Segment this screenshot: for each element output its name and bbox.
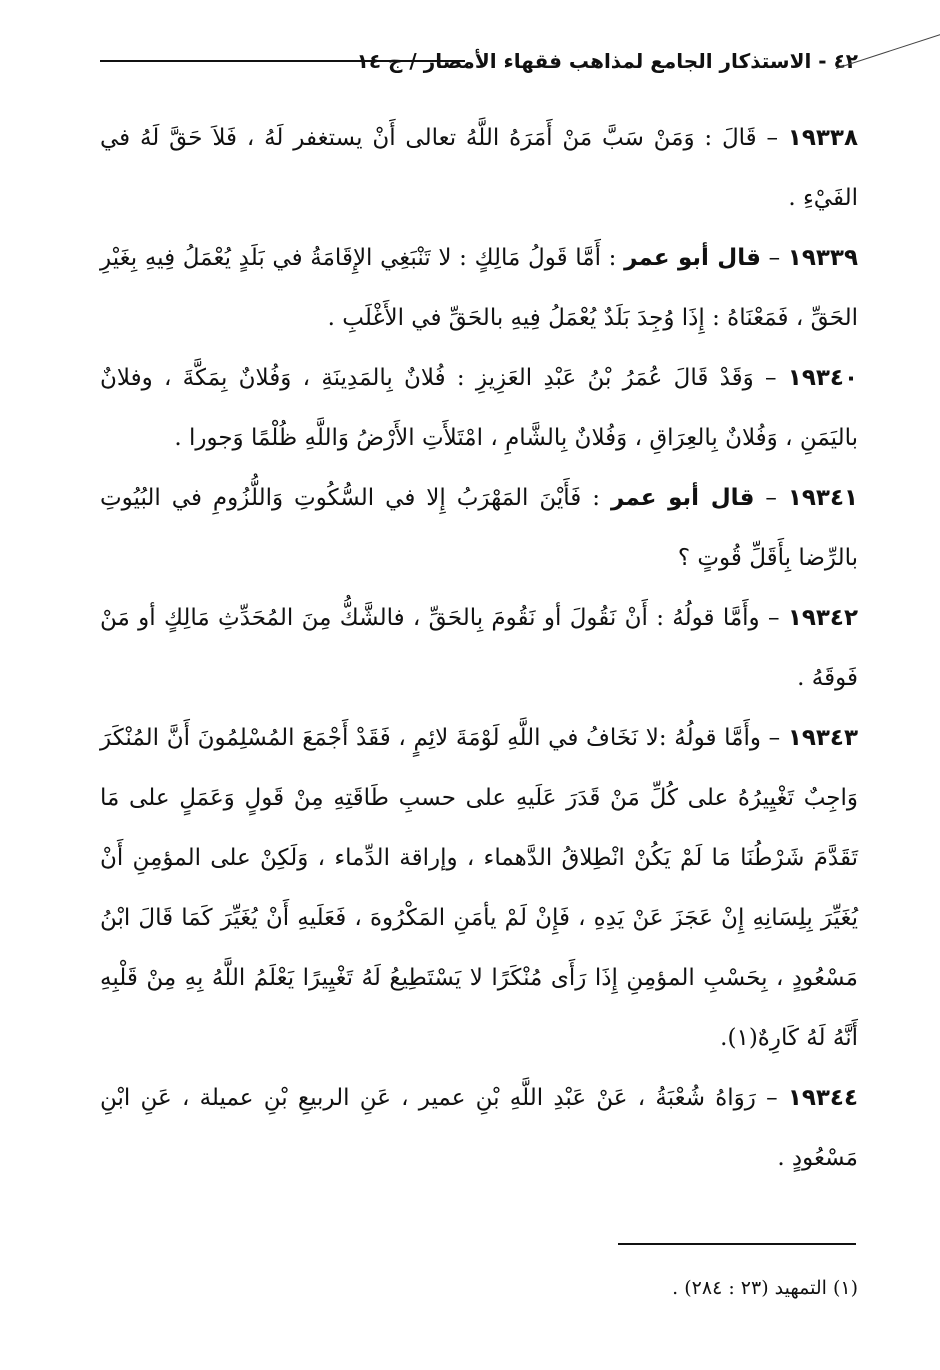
speaker-label: قال أبو عمر	[611, 485, 755, 511]
paragraph-19339	[100, 228, 858, 348]
paragraph-19343	[100, 708, 858, 1068]
dash: –	[753, 365, 777, 391]
paragraph-19342	[100, 588, 858, 708]
paragraph-text: رَوَاهُ شُعْبَةُ ، عَنْ عَبْدِ اللَّهِ بْنِ عمير ، عَنِ الربيعِ بْنِ عميلة ، عَنِ ابْنِ مَسْعُودٍ .	[100, 1085, 858, 1171]
paragraph-text: وأَمَّا قولُهُ : أَنْ نَقُولَ أو نَقُومَ بِالحَقِّ ، فالشَّكُّ مِنَ المُحَدِّثِ مَالِكٍ أو مَنْ فَوقَهُ .	[100, 605, 858, 691]
paragraph-text: : أَمَّا قَولُ مَالِكٍ : لا تَنْبَغِي الإِقَامَةُ في بَلَدٍ يُعْمَلُ فِيهِ بِغَيْرِ الحَقِّ ، فَمَعْنَاهُ : إِذَا وُجِدَ بَلَدٌ يُعْمَلُ فِيهِ بالحَقِّ في الأَغْلَبِ .	[100, 245, 858, 331]
footnote-rule	[618, 1243, 856, 1245]
paragraph-number: ١٩٣٣٩	[787, 245, 858, 271]
paragraph-19340	[100, 348, 858, 468]
footnote: (١) التمهيد (٢٣ : ٢٨٤) .	[672, 1277, 858, 1299]
paragraph-number: ١٩٣٤٢	[787, 605, 859, 631]
paragraph-number: ١٩٣٤٣	[787, 725, 859, 751]
paragraph-text: قَالَ : وَمَنْ سَبَّ مَنْ أَمَرَهُ اللَّهُ تعالى أَنْ يستغفر لَهُ ، فَلاَ حَقَّ لَهُ في الفَيْءِ .	[100, 125, 858, 211]
book-title: الاستذكار الجامع لمذاهب فقهاء الأمصار / ج ١٤	[356, 49, 812, 73]
paragraph-text: : فَأَيْنَ المَهْرَبُ إِلا في السُّكُوتِ وَاللُّزُومِ في البُيُوتِ بالرِّضا بِأَقَلِّ قُوتٍ ؟	[100, 485, 858, 571]
page-header	[100, 46, 858, 86]
dash: –	[756, 125, 778, 151]
paragraph-19338	[100, 108, 858, 228]
page-number: ٤٢	[833, 49, 858, 73]
dash: –	[755, 1085, 778, 1111]
paragraph-number: ١٩٣٤٠	[787, 365, 858, 391]
paragraph-19341	[100, 468, 858, 588]
header-rule	[100, 60, 465, 62]
paragraph-number: ١٩٣٤١	[787, 485, 859, 511]
dash: –	[760, 725, 781, 751]
speaker-label: قال أبو عمر	[624, 245, 761, 271]
dash: –	[760, 245, 781, 271]
paragraph-number: ١٩٣٣٨	[787, 125, 858, 151]
paragraph-number: ١٩٣٤٤	[787, 1085, 859, 1111]
paragraph-text: وَقَدْ قَالَ عُمَرُ بْنُ عَبْدِ العَزِيزِ : فُلانٌ بِالمَدِينَةِ ، وَفُلانٌ بِمَكَّةَ ، وفلانٌ باليَمَنِ ، وَفُلانٌ بِالعِرَاقِ ، وَفُلانٌ بِالشَّامِ ، امْتَلأَتِ الأَرْضُ وَاللَّهِ ظُلْمًا وَجورا .	[100, 365, 858, 451]
dash: –	[759, 605, 780, 631]
paragraph-19344	[100, 1068, 858, 1188]
main-text	[100, 108, 858, 1188]
dash: –	[754, 485, 777, 511]
header-separator: -	[818, 49, 827, 73]
paragraph-text: وأَمَّا قولُهُ :لا نَخَافُ في اللَّهِ لَوْمَةَ لائِمٍ ، فَقَدْ أَجْمَعَ المُسْلِمُونَ أَنَّ المُنْكَرَ وَاجِبٌ تَغْيِيرُهُ على كُلِّ مَنْ قَدَرَ عَلَيهِ على حسبِ طَاقَتِهِ مِنْ قَولٍ وَعَمَلٍ على مَا تَقَدَّمَ شَرْطُنَا مَا لَمْ يَكُنْ انْطِلاقُ الدَّهماء ، وإراقة الدِّماء ، وَلَكِنْ على المؤمِنِ أَنْ يُغَيِّرَ بِلِسَانِهِ إِنْ عَجَزَ عَنْ يَدِهِ ، فَإِنْ لَمْ يأمَنِ المَكْرُوهَ ، فَعَلَيهِ أَنْ يُغَيِّرَ كَمَا قَالَ ابْنُ مَسْعُودٍ ، بِحَسْبِ المؤمِنِ إِذَا رَأَى مُنْكَرًا لا يَسْتَطِيعُ لَهُ تَغْيِيرًا يَعْلَمُ اللَّهُ بِهِ مِنْ قَلْبِهِ أَنَّهُ لَهُ كَارِهٌ(١).	[100, 725, 858, 1051]
